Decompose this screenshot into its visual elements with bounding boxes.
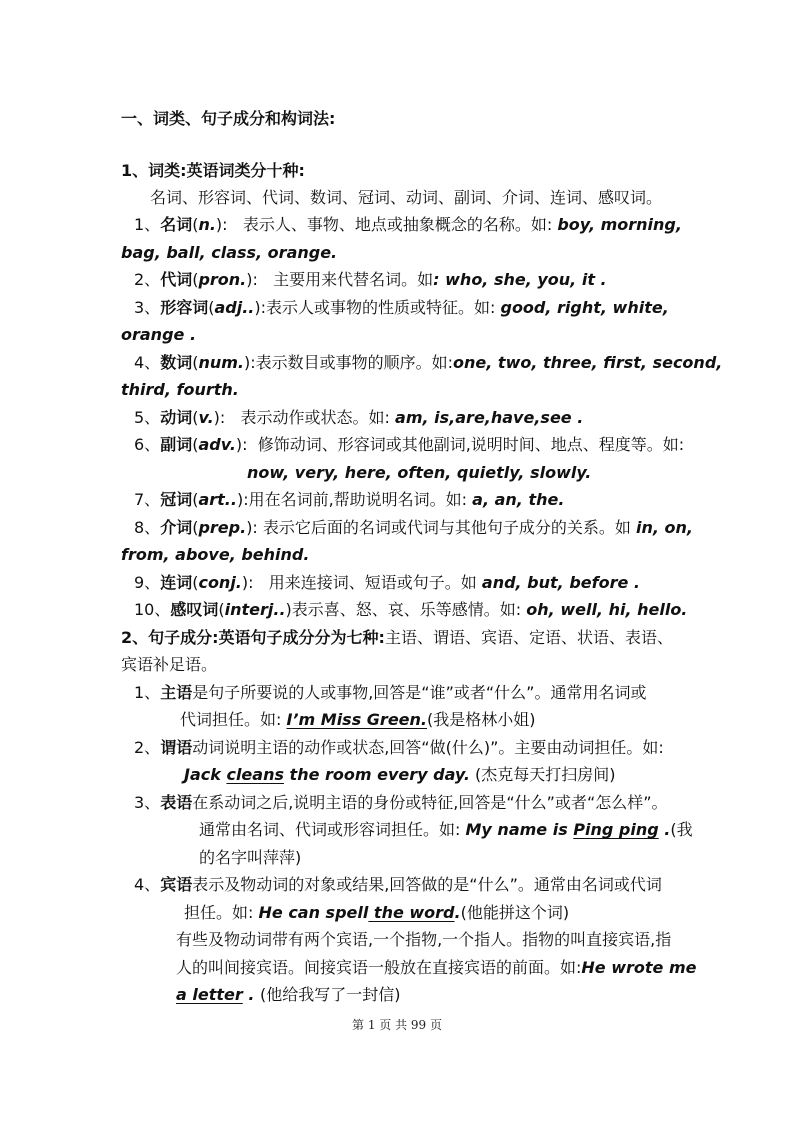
section-1-title: 1、词类:英语词类分十种:	[121, 161, 305, 180]
item-adjective-examples: orange .	[121, 325, 197, 344]
word-class-list: 名词、形容词、代词、数词、冠词、动词、副词、介词、连词、感叹词。	[150, 188, 663, 207]
item-subject: 1、主语是句子所要说的人或事物,回答是“谁”或者“什么”。通常用名词或	[134, 683, 647, 702]
item-verb: 5、动词(v.): 表示动作或状态。如: am, is,are,have,see .	[134, 408, 584, 427]
object-note-line-2: 人的叫间接宾语。间接宾语一般放在直接宾语的前面。如:He wrote me	[176, 958, 697, 977]
item-object-example: 担任。如: He can spell the word.(他能拼这个词)	[184, 903, 570, 922]
object-note-line-1: 有些及物动词带有两个宾语,一个指物,一个指人。指物的叫直接宾语,指	[176, 930, 672, 949]
item-noun: 1、名词(n.): 表示人、事物、地点或抽象概念的名称。如: boy, morning,	[134, 215, 682, 234]
item-adjective: 3、形容词(adj..):表示人或事物的性质或特征。如: good, right, white,	[134, 298, 669, 317]
item-conjunction: 9、连词(conj.): 用来连接词、短语或句子。如 and, but, before .	[134, 573, 640, 592]
item-interjection: 10、感叹词(interj..)表示喜、怒、哀、乐等感情。如: oh, well, hi, hello.	[134, 600, 688, 619]
section-2-intro-cont: 宾语补足语。	[121, 655, 218, 674]
item-preposition: 8、介词(prep.): 表示它后面的名词或代词与其他句子成分的关系。如 in, on,	[134, 518, 693, 537]
page-number-footer: 第 1 页 共 99 页	[352, 1018, 442, 1032]
item-adverb-examples: now, very, here, often, quietly, slowly.	[247, 463, 592, 482]
item-numeral: 4、数词(num.):表示数目或事物的顺序。如:one, two, three, first, second,	[134, 353, 723, 372]
item-predicative-translation: 的名字叫萍萍)	[199, 848, 302, 867]
item-object: 4、宾语表示及物动词的对象或结果,回答做的是“什么”。通常由名词或代词	[134, 875, 662, 894]
item-subject-example: 代词担任。如: I’m Miss Green.(我是格林小姐)	[180, 710, 536, 729]
object-note-line-3: a letter . (他给我写了一封信)	[176, 985, 401, 1004]
item-predicative: 3、表语在系动词之后,说明主语的身份或特征,回答是“什么”或者“怎么样”。	[134, 793, 668, 812]
item-noun-examples: bag, ball, class, orange.	[121, 243, 338, 262]
item-predicate: 2、谓语动词说明主语的动作或状态,回答“做(什么)”。主要由动词担任。如:	[134, 738, 664, 757]
item-adverb: 6、副词(adv.): 修饰动词、形容词或其他副词,说明时间、地点、程度等。如:	[134, 435, 685, 454]
item-preposition-examples: from, above, behind.	[121, 545, 310, 564]
section-2-title: 2、句子成分:英语句子成分分为七种:主语、谓语、宾语、定语、状语、表语、	[121, 628, 673, 647]
item-predicate-example: Jack cleans the room every day. (杰克每天打扫房间)	[184, 765, 616, 784]
item-predicative-example: 通常由名词、代词或形容词担任。如: My name is Ping ping .(我	[199, 820, 693, 839]
item-article: 7、冠词(art..):用在名词前,帮助说明名词。如: a, an, the.	[134, 490, 565, 509]
item-numeral-examples: third, fourth.	[121, 380, 239, 399]
item-pronoun: 2、代词(pron.): 主要用来代替名词。如: who, she, you, it .	[134, 270, 607, 289]
page-heading: 一、词类、句子成分和构词法:	[121, 109, 336, 128]
